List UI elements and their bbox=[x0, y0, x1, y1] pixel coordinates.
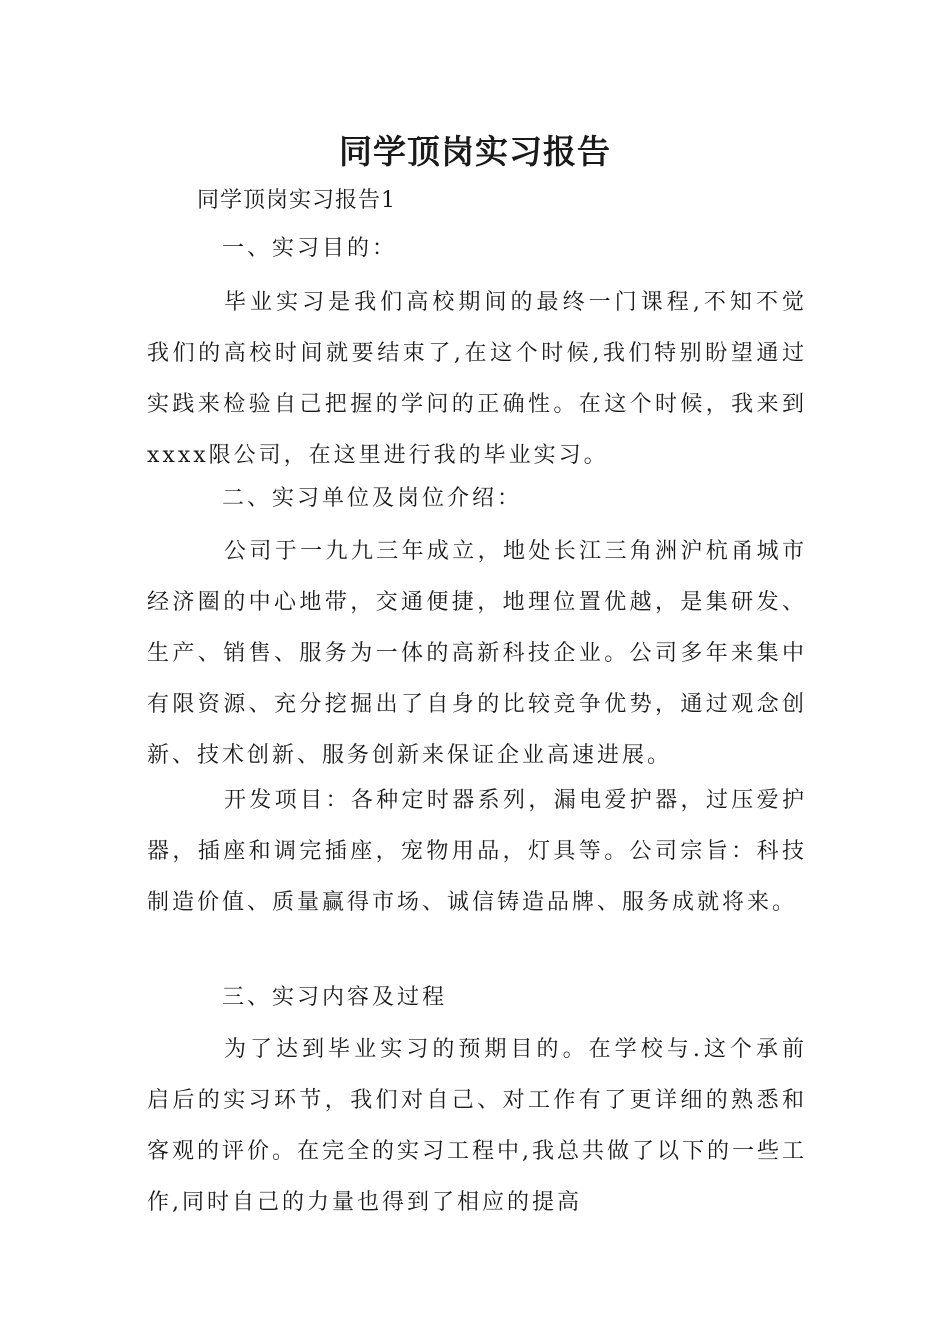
paragraph-purpose: 毕业实习是我们高校期间的最终一门课程,不知不觉我们的高校时间就要结束了,在这个时候,我们特别盼望通过实践来检验自己把握的学问的正确性。在这个时候，我来到xxxx限公司，在这里进行我的毕业实习。 bbox=[147, 290, 807, 468]
section-heading-purpose: 一、实习目的： bbox=[222, 236, 398, 261]
section-heading-content: 三、实习内容及过程 bbox=[222, 985, 448, 1010]
section-heading-company: 二、实习单位及岗位介绍： bbox=[222, 486, 523, 511]
document-subtitle: 同学顶岗实习报告1 bbox=[197, 188, 396, 213]
paragraph-company-intro: 公司于一九九三年成立，地处长江三角洲沪杭甬城市经济圈的中心地带，交通便捷，地理位置优越，是集研发、生产、销售、服务为一体的高新科技企业。公司多年来集中有限资源、充分挖掘出了自身的比较竞争优势，通过观念创新、技术创新、服务创新来保证企业高速进展。 bbox=[147, 539, 807, 768]
document-title: 同学顶岗实习报告 bbox=[339, 132, 611, 171]
paragraph-company-products: 开发项目：各种定时器系列，漏电爱护器，过压爱护器，插座和调完插座，宠物用品，灯具等。公司宗旨：科技制造价值、质量赢得市场、诚信铸造品牌、服务成就将来。 bbox=[147, 788, 807, 915]
paragraph-internship-content: 为了达到毕业实习的预期目的。在学校与.这个承前启后的实习环节，我们对自己、对工作有了更详细的熟悉和客观的评价。在完全的实习工程中,我总共做了以下的一些工作,同时自己的力量也得到了相应的提高 bbox=[147, 1037, 807, 1215]
